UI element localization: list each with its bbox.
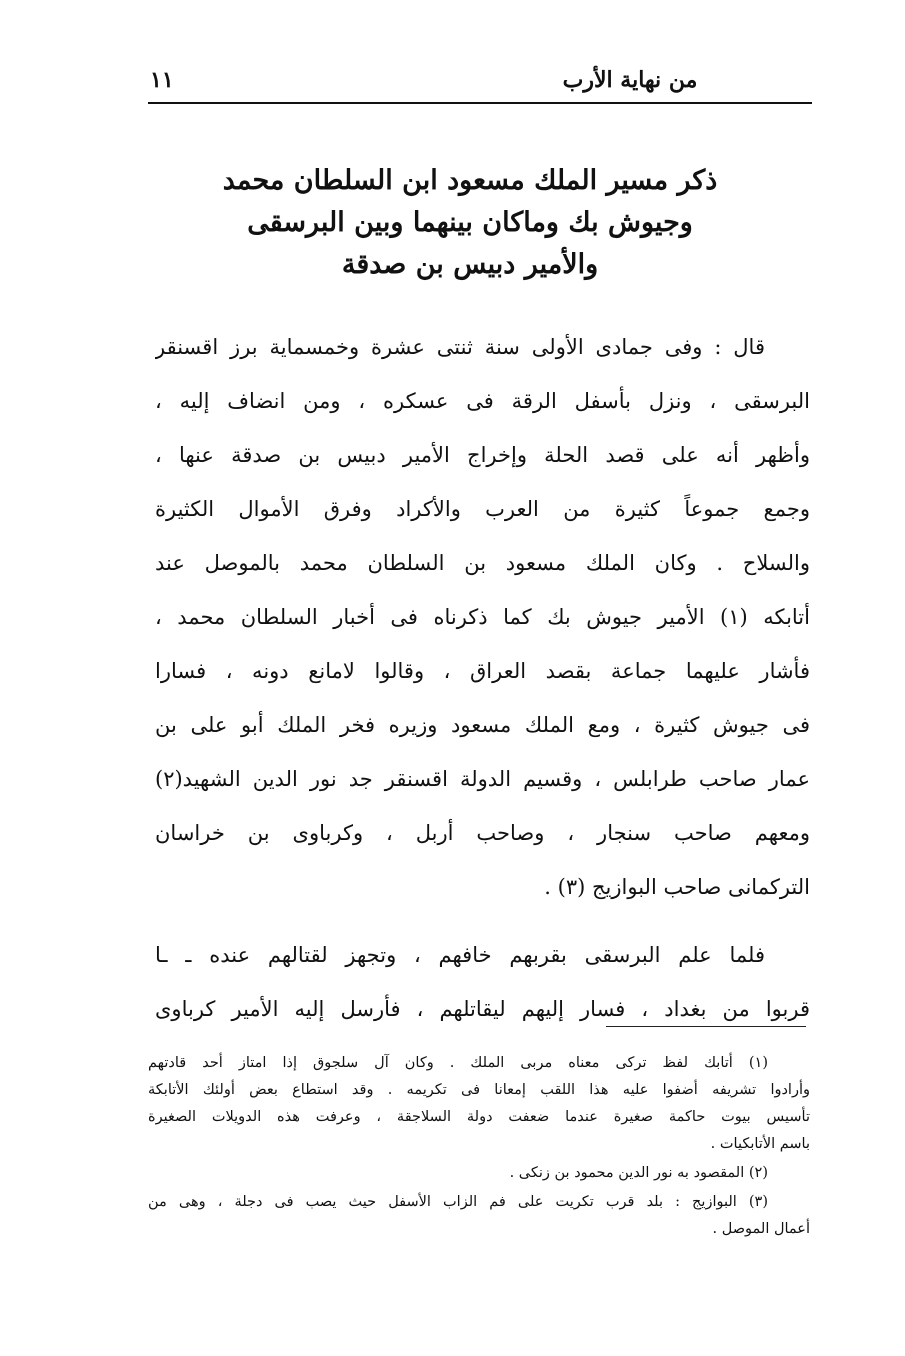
heading-line: والأمير دبيس بن صدقة <box>341 249 599 280</box>
footnote-separator <box>606 1026 806 1027</box>
body-line: فى جيوش كثيرة ، ومع الملك مسعود وزيره فخر الملك أبو على بن <box>155 713 810 737</box>
body-line: قال : وفى جمادى الأولى سنة ثنتى عشرة وخمسماية برز اقسنقر <box>155 335 765 359</box>
running-header <box>150 62 810 98</box>
heading-line: وجيوش بك وماكان بينهما وبين البرسقى <box>247 207 693 238</box>
footnote-line: (٣) البوازيج : بلد قرب تكريت على فم الزاب الأسفل حيث يصب فى دجلة ، وهى من <box>148 1194 768 1210</box>
body-line: وجمع جموعاً كثيرة من العرب والأكراد وفرق الأموال الكثيرة <box>155 497 810 521</box>
body-line: عمار صاحب طرابلس ، وقسيم الدولة اقسنقر جد نور الدين الشهيد(٢) <box>155 767 810 791</box>
section-heading <box>220 160 720 286</box>
body-line: فأشار عليهما جماعة بقصد العراق ، وقالوا لامانع دونه ، فسارا <box>155 659 810 683</box>
body-line: ومعهم صاحب سنجار ، وصاحب أربل ، وكرباوى بن خراسان <box>155 821 810 845</box>
footnote-line: وأرادوا تشريفه أضفوا عليه هذا اللقب إمعانا فى تكريمه . وقد استطاع بعض أولئك الأتابكة <box>148 1082 810 1098</box>
body-text <box>155 320 810 1036</box>
footnote-line: تأسيس بيوت حاكمة صغيرة عندما ضعفت دولة السلاجقة ، وعرفت هذه الدويلات الصغيرة <box>148 1109 810 1125</box>
footnotes <box>148 1050 810 1243</box>
heading-line: ذكر مسير الملك مسعود ابن السلطان محمد <box>222 165 718 196</box>
body-line: قربوا من بغداد ، فسار إليهم ليقاتلهم ، فأرسل إليه الأمير كرباوى <box>155 997 810 1021</box>
body-line: والسلاح . وكان الملك مسعود بن السلطان محمد بالموصل عند <box>155 551 810 575</box>
footnote-line: (٢) المقصود به نور الدين محمود بن زنكى . <box>509 1165 768 1181</box>
body-line: التركمانى صاحب البوازيج (٣) . <box>544 875 810 899</box>
running-title: من نهاية الأرب <box>562 67 698 93</box>
page-number: ١١ <box>150 67 174 93</box>
body-line: البرسقى ، ونزل بأسفل الرقة فى عسكره ، ومن انضاف إليه ، <box>155 389 810 413</box>
body-line: أتابكه (١) الأمير جيوش بك كما ذكرناه فى أخبار السلطان محمد ، <box>155 605 810 629</box>
footnote-line: (١) أتابك لفظ تركى معناه مربى الملك . وكان آل سلجوق إذا امتاز أحد قادتهم <box>148 1055 768 1071</box>
footnote-line: أعمال الموصل . <box>712 1221 810 1237</box>
header-rule <box>148 102 812 104</box>
body-line: فلما علم البرسقى بقربهم خافهم ، وتجهز لقتالهم عنده ـ ـا <box>155 943 765 967</box>
footnote-line: باسم الأتابكيات . <box>710 1136 810 1152</box>
body-line: وأظهر أنه على قصد الحلة وإخراج الأمير دبيس بن صدقة عنها ، <box>155 443 810 467</box>
